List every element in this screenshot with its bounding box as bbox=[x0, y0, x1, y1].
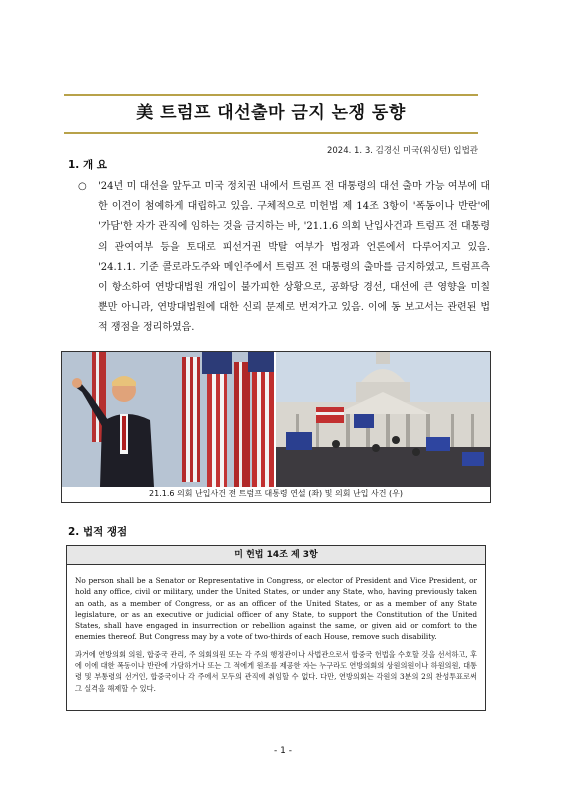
constitution-box bbox=[66, 545, 486, 711]
overview-text: '24년 미 대선을 앞두고 미국 정치권 내에서 트럼프 전 대통령의 대선 출마 가능 여부에 대한 이견이 첨예하게 대립하고 있음. 구체적으로 미헌법 제 14조 3항이 '폭동이나 반란'에 '가담'한 자가 관직에 임하는 것을 금지하는 바, '21.1.6 의회 난입사건과 트럼프 전 대통령의 관여여부 등을 토대로 피선거권 박탈 여부가 법정과 언론에서 다루어지고 있음. '24.1.1. 기준 콜로라도주와 메인주에서 트럼프 전 대통령의 출마를 금지하였고, 트럼프측이 항소하여 연방대법원 개입이 불가피한 상황으로, 공화당 경선, 대선에 큰 영향을 미칠 뿐만 아니라, 연방대법원에 대한 신뢰 문제로 번져가고 있음. 이에 동 보고서는 관련된 법적 쟁점을 정리하였음. bbox=[98, 181, 490, 334]
bullet-marker: ○ bbox=[78, 181, 87, 192]
constitution-box-title: 미 헌법 14조 제 3항 bbox=[67, 546, 485, 565]
constitution-text-english: No person shall be a Senator or Representative in Congress, or elector of President and Vice President, or hold any office, civil or military, under the United States, or under any State, who, having previously taken an oath, as a member of Congress, or as an officer of the United States, or as a member of any State legislature, or as an executive or judicial officer of any State, to support the Constitution of the United States, shall have engaged in insurrection or rebellion against the same, or given aid or comfort to the enemies thereof. But Congress may by a vote of two-thirds of each House, remove such disability. bbox=[75, 576, 477, 642]
section-heading-overview: 1. 개 요 bbox=[68, 159, 107, 171]
photo-caption: 21.1.6 의회 난입사건 전 트럼프 대통령 연설 (좌) 및 의회 난입 사건 (우) bbox=[149, 489, 403, 498]
byline: 2024. 1. 3. 김경신 미국(워싱턴) 입법관 bbox=[326, 146, 478, 156]
title-rule-bottom bbox=[64, 132, 478, 134]
overview-paragraph bbox=[80, 177, 490, 339]
title-rule-top bbox=[64, 94, 478, 96]
photo-trump-speech bbox=[62, 352, 274, 487]
constitution-text-korean: 과거에 연방의회 의원, 합중국 관리, 주 의회의원 또는 각 주의 행정관이나 사법관으로서 합중국 헌법을 수호할 것을 선서하고, 후에 이에 대한 폭동이나 반란에 가담하거나 또는 그 적에게 원조를 제공한 자는 누구라도 연방의회의 상원의원이나 하원의원, 대통령 및 부통령의 선거인, 합중국이나 각 주에서 모두의 관직에 취임할 수 없다. 다만, 연방의회는 각원의 3분의 2의 찬성투표로써 그 실격을 해제할 수 있다. bbox=[75, 649, 477, 693]
photo-figure bbox=[61, 351, 491, 503]
page-title: 美 트럼프 대선출마 금지 논쟁 동향 bbox=[136, 103, 406, 123]
section-heading-legal-issues: 2. 법적 쟁점 bbox=[68, 526, 128, 538]
photo-capitol-riot bbox=[276, 352, 490, 487]
page-number: - 1 - bbox=[274, 746, 292, 756]
